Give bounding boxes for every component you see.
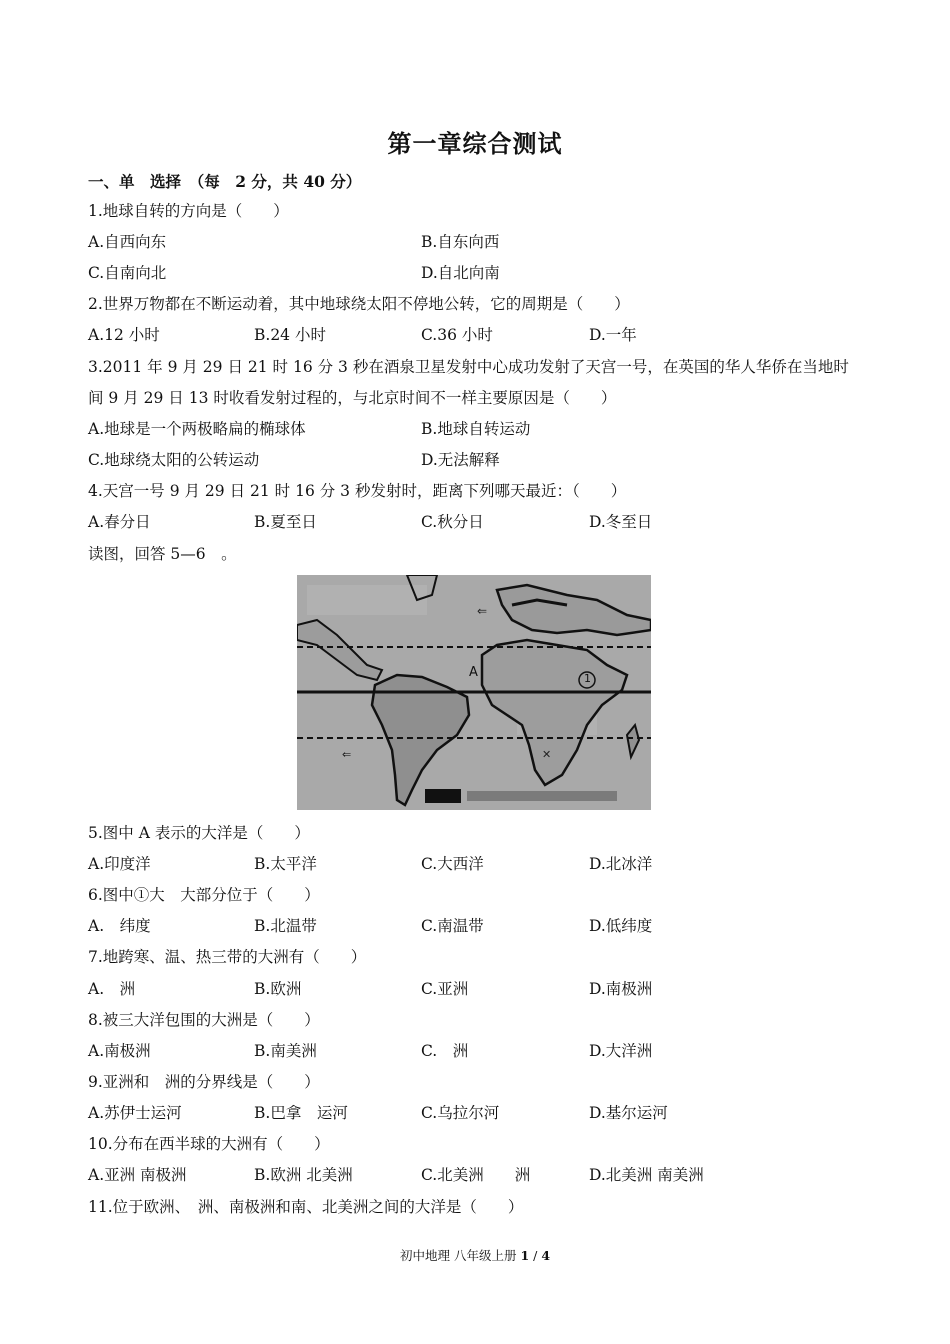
q8-option-d: D.大洋洲 (589, 1042, 653, 1060)
q8-option-c: C. 洲 (421, 1042, 469, 1060)
q9-option-b: B.巴拿 运河 (254, 1104, 348, 1122)
q10-option-b: B.欧洲 北美洲 (254, 1166, 353, 1184)
map-label-a: A (469, 665, 478, 680)
question-3-line1: 3.2011 年 9 月 29 日 21 时 16 分 3 秒在酒泉卫星发射中心成功发射了天宫一号，在英国的华人华侨在当地时 (88, 358, 849, 376)
footer-text: 初中地理 八年级上册 (399, 1248, 521, 1263)
q9-option-c: C.乌拉尔河 (421, 1104, 500, 1122)
q3-option-a: A.地球是一个两极略扁的椭球体 (88, 420, 306, 438)
q3-option-b: B.地球自转运动 (421, 420, 531, 438)
map-label-circled-1: 1 (584, 672, 591, 685)
q4-option-d: D.冬至日 (589, 513, 653, 531)
q6-option-d: D.低纬度 (589, 917, 653, 935)
q9-option-d: D.基尔运河 (589, 1104, 668, 1122)
footer-sep: / (529, 1248, 542, 1263)
question-4: 4.天宫一号 9 月 29 日 21 时 16 分 3 秒发射时，距离下列哪天最近：（ ） (88, 482, 627, 500)
question-8: 8.被三大洋包围的大洲是（ ） (88, 1011, 320, 1029)
q7-option-d: D.南极洲 (589, 980, 653, 998)
question-7: 7.地跨寒、温、热三带的大洲有（ ） (88, 948, 367, 966)
q1-option-d: D.自北向南 (421, 264, 500, 282)
q8-option-b: B.南美洲 (254, 1042, 317, 1060)
question-5: 5.图中 A 表示的大洋是（ ） (88, 824, 310, 842)
q1-option-a: A.自西向东 (88, 233, 167, 251)
q5-option-a: A.印度洋 (88, 855, 151, 873)
question-11: 11.位于欧洲、 洲、南极洲和南、北美洲之间的大洋是（ ） (88, 1198, 524, 1216)
read-prompt: 读图，回答 5—6 。 (88, 545, 237, 563)
q3-option-d: D.无法解释 (421, 451, 500, 469)
q4-option-b: B.夏至日 (254, 513, 317, 531)
q7-option-c: C.亚洲 (421, 980, 469, 998)
question-9: 9.亚洲和 洲的分界线是（ ） (88, 1073, 320, 1091)
map-drawing (297, 575, 651, 810)
world-map-figure (297, 575, 651, 810)
q3-option-c: C.地球绕太阳的公转运动 (88, 451, 260, 469)
q10-option-d: D.北美洲 南美洲 (589, 1166, 704, 1184)
q7-option-b: B.欧洲 (254, 980, 302, 998)
q5-option-c: C.大西洋 (421, 855, 484, 873)
q10-option-a: A.亚洲 南极洲 (88, 1166, 187, 1184)
svg-text:✕: ✕ (542, 748, 552, 761)
q9-option-a: A.苏伊士运河 (88, 1104, 182, 1122)
svg-text:⇐: ⇐ (342, 748, 352, 761)
q6-option-c: C.南温带 (421, 917, 484, 935)
q2-option-c: C.36 小时 (421, 326, 493, 344)
q6-option-b: B.北温带 (254, 917, 317, 935)
q10-option-c: C.北美洲 洲 (421, 1166, 531, 1184)
question-10: 10.分布在西半球的大洲有（ ） (88, 1135, 330, 1153)
q7-option-a: A. 洲 (88, 980, 136, 998)
q5-option-b: B.太平洋 (254, 855, 317, 873)
q2-option-a: A.12 小时 (88, 326, 160, 344)
q4-option-c: C.秋分日 (421, 513, 484, 531)
question-1: 1.地球自转的方向是（ ） (88, 202, 289, 220)
svg-text:⇐: ⇐ (477, 604, 488, 618)
q6-option-a: A. 纬度 (88, 917, 151, 935)
q5-option-d: D.北冰洋 (589, 855, 653, 873)
q2-option-b: B.24 小时 (254, 326, 326, 344)
page-footer (0, 1246, 950, 1264)
page-title: 第一章综合测试 (387, 129, 563, 158)
q4-option-a: A.春分日 (88, 513, 151, 531)
q1-option-b: B.自东向西 (421, 233, 500, 251)
q2-option-d: D.一年 (589, 326, 637, 344)
question-6: 6.图中①大 大部分位于（ ） (88, 886, 320, 904)
section-heading: 一、单 选择 （每 2 分，共 40 分） (88, 172, 362, 191)
q8-option-a: A.南极洲 (88, 1042, 151, 1060)
footer-total: 4 (541, 1248, 551, 1263)
question-2: 2.世界万物都在不断运动着，其中地球绕太阳不停地公转，它的周期是（ ） (88, 295, 630, 313)
q1-option-c: C.自南向北 (88, 264, 167, 282)
footer-page: 1 (520, 1248, 530, 1263)
question-3-line2: 间 9 月 29 日 13 时收看发射过程的，与北京时间不一样主要原因是（ ） (88, 389, 617, 407)
